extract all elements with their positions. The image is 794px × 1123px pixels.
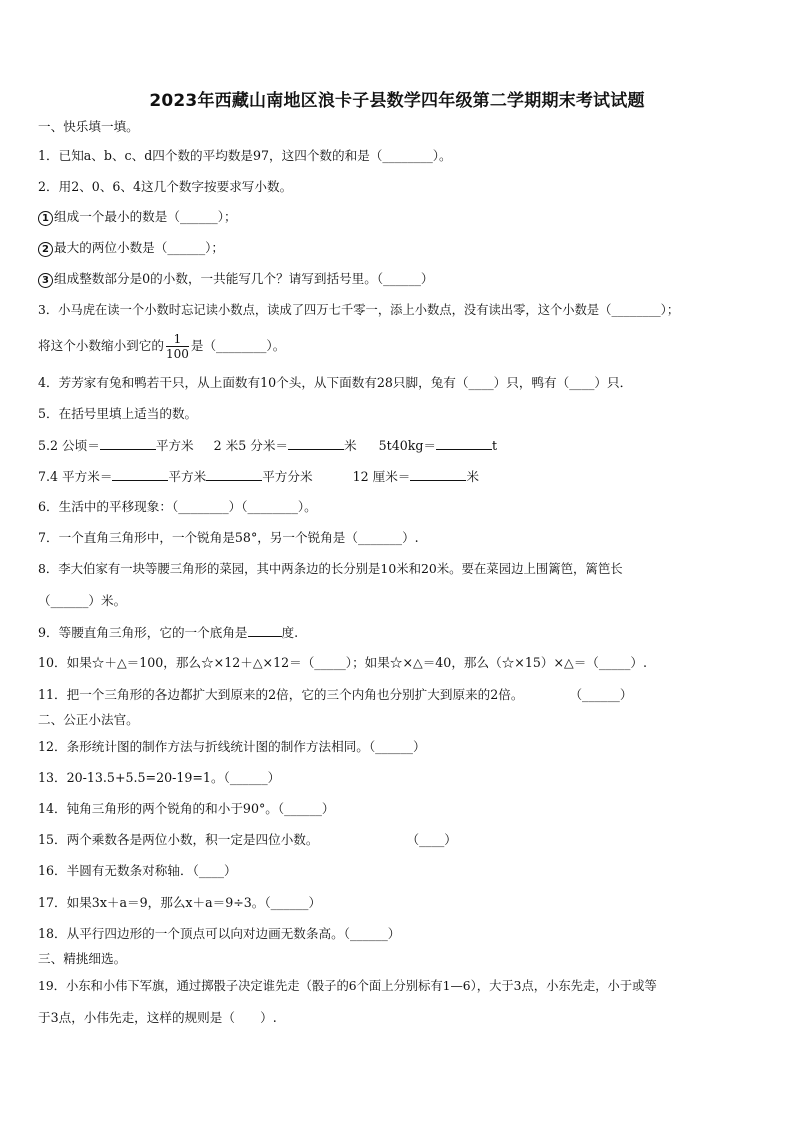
question-13: 13．20-13.5+5.5=20-19=1。（______） [38,770,281,785]
question-12: 12．条形统计图的制作方法与折线统计图的制作方法相同。（______） [38,739,426,754]
answer-blank [206,468,262,481]
question-6: 6．生活中的平移现象：（________）（________）。 [38,499,317,514]
fraction-one-hundredth [166,332,189,361]
question-7: 7．一个直角三角形中，一个锐角是58°，另一个锐角是（_______）. [38,530,419,545]
question-8-line-1: 8．李大伯家有一块等腰三角形的菜园，其中两条边的长分别是10米和20米。要在菜园边上围篱笆，篱笆长 [38,561,623,576]
circled-number-2: 2 [38,242,53,257]
conversion-3-left: 5t40kg＝ [378,438,437,453]
question-3-suffix: 是（________）。 [190,338,286,353]
fraction-denominator: 100 [165,347,189,361]
question-5: 5．在括号里填上适当的数。 [38,406,198,421]
question-5-row-2 [38,468,479,485]
question-10: 10．如果☆＋△＝100，那么☆×12＋△×12＝（_____）；如果☆×△＝40，那么（☆×15）×△＝（_____）. [38,655,647,670]
fraction-numerator: 1 [166,332,189,347]
question-4: 4．芳芳家有兔和鸭若干只，从上面数有10个头，从下面数有28只脚，兔有（____）只，鸭有（____）只． [38,375,633,390]
conversion-4-unit-1: 平方米 [168,469,207,484]
conversion-1-left: 5.2 公顷＝ [38,438,100,453]
section-heading-3: 三、精挑细选。 [38,951,127,966]
answer-blank [410,468,466,481]
question-18: 18．从平行四边形的一个顶点可以向对边画无数条高。（______） [38,926,401,941]
conversion-5-unit: 米 [466,469,479,484]
question-11 [38,687,632,703]
question-16: 16．半圆有无数条对称轴．（____） [38,863,237,878]
question-19-line-1: 19．小东和小伟下军旗，通过掷骰子决定谁先走（骰子的6个面上分别标有1—6），大于3点，小东先走，小于或等 [38,979,657,993]
circled-number-3: 3 [38,273,53,288]
question-17: 17．如果3x＋a＝9，那么x＋a＝9÷3。（______） [38,895,322,910]
answer-blank [436,437,492,450]
question-15-text: 15．两个乘数各是两位小数，积一定是四位小数。 [38,832,319,847]
question-11-text: 11．把一个三角形的各边都扩大到原来的2倍，它的三个内角也分别扩大到原来的2倍。 [38,687,524,702]
question-3-line-2 [38,328,285,364]
question-15-blank: （____） [406,832,457,847]
conversion-4-left: 7.4 平方米＝ [38,469,113,484]
question-2-part-1 [38,209,237,226]
question-8-line-2: （______）米。 [38,593,127,608]
question-15 [38,832,457,848]
page-title: 2023年西藏山南地区浪卡子县数学四年级第二学期期末考试试题 [149,91,645,111]
circled-number-1: 1 [38,211,53,226]
question-2-part-2 [38,240,224,257]
question-9 [38,624,298,641]
question-9-unit: 度. [281,625,299,640]
conversion-2-unit: 米 [344,438,357,453]
question-2-part-2-text: 最大的两位小数是（______）； [54,240,225,255]
conversion-3-unit: t [492,438,498,453]
question-2-part-1-text: 组成一个最小的数是（______）； [54,209,237,224]
answer-blank [248,624,282,637]
answer-blank [288,437,344,450]
section-heading-1: 一、快乐填一填。 [38,119,139,134]
conversion-1-unit: 平方米 [155,438,194,453]
conversion-2-left: 2 米5 分米＝ [213,438,289,453]
question-3-line-1: 3．小马虎在读一个小数时忘记读小数点，读成了四万七千零一，添上小数点，没有读出零，这个小数是（________）； [38,303,680,317]
question-14: 14．钝角三角形的两个锐角的和小于90°。（______） [38,801,335,816]
answer-blank [100,437,156,450]
question-11-blank: （______） [569,687,633,702]
question-1: 1．已知a、b、c、d四个数的平均数是97，这四个数的和是（________）。 [38,148,452,163]
question-9-text: 9．等腰直角三角形，它的一个底角是 [38,625,248,640]
conversion-4-unit-2: 平方分米 [262,469,313,484]
conversion-5-left: 12 厘米＝ [352,469,411,484]
section-heading-2: 二、公正小法官。 [38,712,139,727]
question-2-part-3-text: 组成整数部分是0的小数，一共能写几个？请写到括号里。（______） [54,271,434,286]
question-2: 2．用2、0、6、4这几个数字按要求写小数。 [38,179,293,194]
question-3-prefix: 将这个小数缩小到它的 [38,338,164,353]
question-19-line-2: 于3点，小伟先走，这样的规则是（ ）. [38,1010,277,1025]
question-5-row-1 [38,437,497,454]
answer-blank [112,468,168,481]
question-2-part-3 [38,271,434,288]
